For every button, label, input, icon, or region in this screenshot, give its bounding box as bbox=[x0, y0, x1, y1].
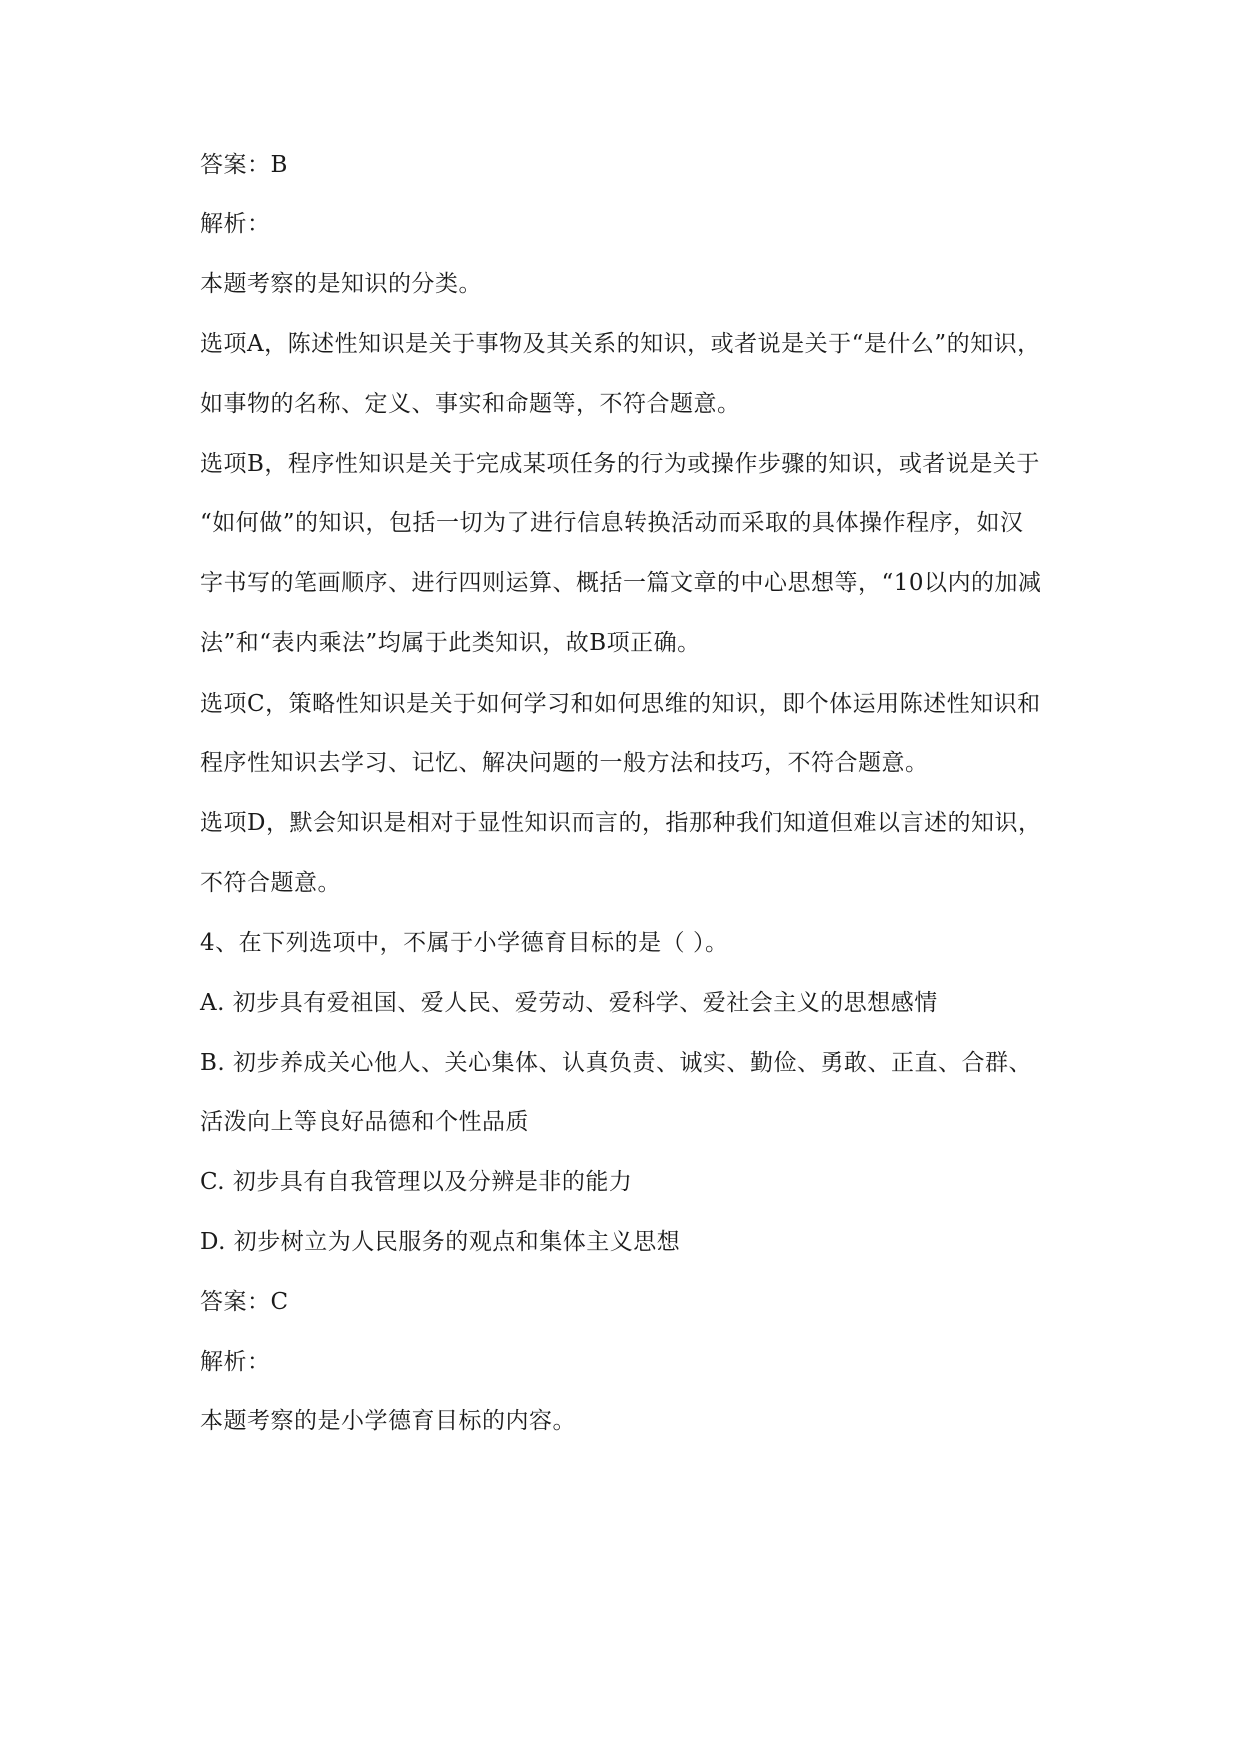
q4-choice-b-line-2: 活泼向上等良好品德和个性品质 bbox=[200, 1109, 529, 1135]
q3-option-b-line-2: “如何做”的知识，包括一切为了进行信息转换活动而采取的具体操作程序，如汉 bbox=[200, 510, 1024, 536]
q3-option-b-line-1: 选项B，程序性知识是关于完成某项任务的行为或操作步骤的知识，或者说是关于 bbox=[200, 451, 1040, 477]
q4-choice-a: A. 初步具有爱祖国、爱人民、爱劳动、爱科学、爱社会主义的思想感情 bbox=[200, 990, 938, 1016]
q4-answer: 答案：C bbox=[200, 1289, 289, 1315]
q3-answer: 答案：B bbox=[200, 152, 288, 178]
q3-option-a-line-2: 如事物的名称、定义、事实和命题等，不符合题意。 bbox=[200, 391, 741, 417]
q3-option-c-line-2: 程序性知识去学习、记忆、解决问题的一般方法和技巧，不符合题意。 bbox=[200, 750, 929, 776]
q3-option-b-line-3: 字书写的笔画顺序、进行四则运算、概括一篇文章的中心思想等，“10以内的加减 bbox=[200, 570, 1042, 596]
q3-analysis-label: 解析： bbox=[200, 211, 271, 237]
q4-analysis-intro: 本题考察的是小学德育目标的内容。 bbox=[200, 1408, 576, 1434]
q4-analysis-label: 解析： bbox=[200, 1349, 271, 1375]
q3-option-b-line-4: 法”和“表内乘法”均属于此类知识，故B项正确。 bbox=[200, 630, 701, 656]
q3-option-d-line-1: 选项D，默会知识是相对于显性知识而言的，指那种我们知道但难以言述的知识， bbox=[200, 810, 1042, 836]
q4-choice-c: C. 初步具有自我管理以及分辨是非的能力 bbox=[200, 1169, 633, 1195]
q3-option-c-line-1: 选项C，策略性知识是关于如何学习和如何思维的知识，即个体运用陈述性知识和 bbox=[200, 691, 1041, 717]
q3-option-a-line-1: 选项A，陈述性知识是关于事物及其关系的知识，或者说是关于“是什么”的知识， bbox=[200, 331, 1041, 357]
q4-choice-b-line-1: B. 初步养成关心他人、关心集体、认真负责、诚实、勤俭、勇敢、正直、合群、 bbox=[200, 1050, 1033, 1076]
q3-analysis-intro: 本题考察的是知识的分类。 bbox=[200, 271, 482, 297]
q4-question: 4、在下列选项中，不属于小学德育目标的是（ ）。 bbox=[200, 930, 729, 956]
q4-choice-d: D. 初步树立为人民服务的观点和集体主义思想 bbox=[200, 1229, 681, 1255]
q3-option-d-line-2: 不符合题意。 bbox=[200, 870, 341, 896]
